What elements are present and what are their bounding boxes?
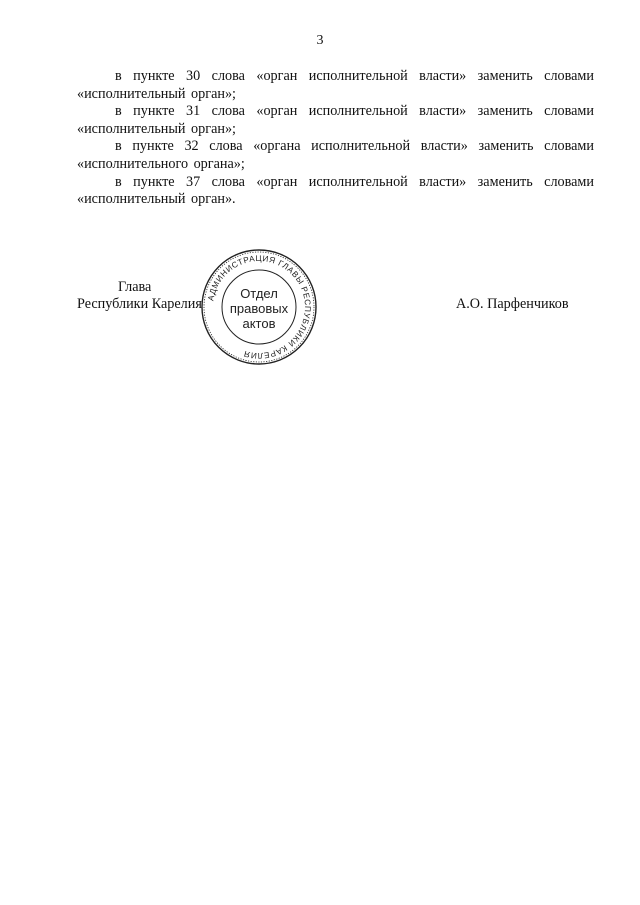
- seal-ring-text: АДМИНИСТРАЦИЯ ГЛАВЫ РЕСПУБЛИКИ КАРЕЛИЯ: [206, 253, 313, 361]
- amendment-paragraph: [77, 174, 594, 209]
- signatory-title-line2: Республики Карелия: [77, 296, 202, 312]
- seal-center-line1: Отдел: [240, 286, 278, 301]
- paragraph-line: в пункте 30 слова «орган исполнительной власти» заменить словами: [115, 68, 594, 84]
- amendment-paragraph: [77, 68, 594, 103]
- paragraph-continuation: «исполнительный орган»;: [77, 85, 236, 102]
- amendment-paragraph: [77, 103, 594, 138]
- paragraph-continuation: «исполнительного органа»;: [77, 155, 245, 172]
- paragraph-continuation: «исполнительный орган».: [77, 191, 236, 208]
- signatory-name: А.О. Парфенчиков: [456, 296, 569, 312]
- paragraph-continuation: «исполнительный орган»;: [77, 120, 236, 137]
- page-number: 3: [316, 33, 324, 48]
- paragraph-line: в пункте 32 слова «органа исполнительной власти» заменить словами: [115, 138, 594, 155]
- seal-center-line3: актов: [242, 316, 276, 331]
- seal-center-line2: правовых: [229, 301, 289, 316]
- official-seal-icon: [200, 248, 318, 366]
- document-body: [77, 68, 594, 209]
- amendment-paragraph: [77, 138, 594, 173]
- paragraph-line: в пункте 31 слова «орган исполнительной власти» заменить словами: [115, 103, 594, 120]
- paragraph-line: в пункте 37 слова «орган исполнительной власти» заменить словами: [115, 173, 594, 190]
- signatory-title-line1: Глава: [118, 279, 152, 295]
